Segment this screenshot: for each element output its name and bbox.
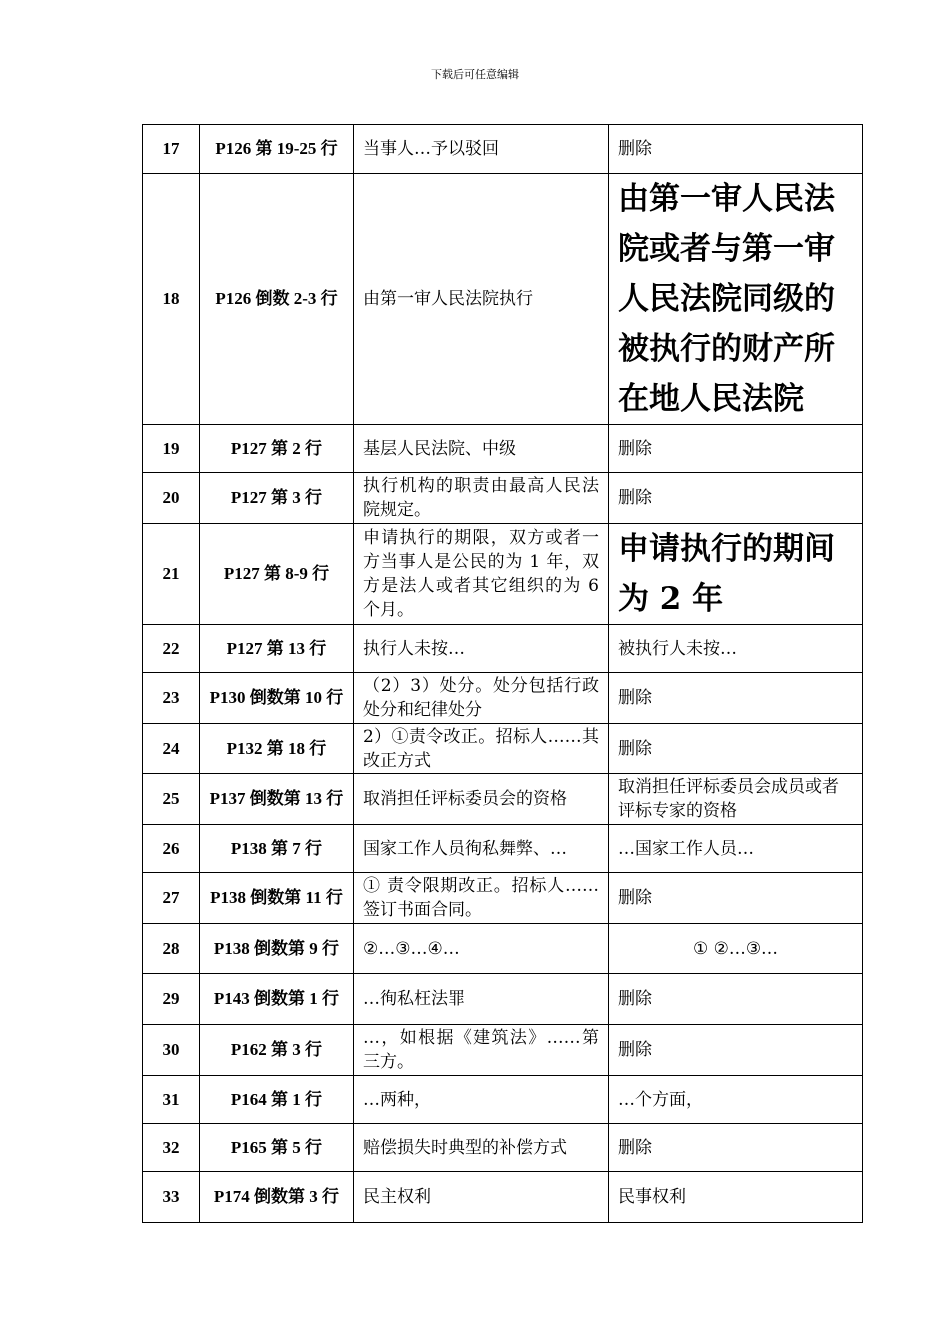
row-location: P127 第 8-9 行 [200,524,354,625]
row-original-text: 基层人民法院、中级 [354,425,609,473]
row-correction: 删除 [609,425,863,473]
row-original-text: …徇私枉法罪 [354,974,609,1025]
row-location: P130 倒数第 10 行 [200,673,354,724]
row-correction: ① ②…③… [609,924,863,974]
table-row [143,473,863,524]
row-number: 31 [143,1076,200,1124]
table-row [143,1076,863,1124]
table-row [143,174,863,425]
row-original-text: 民主权利 [354,1172,609,1223]
row-number: 18 [143,174,200,425]
table-row [143,125,863,174]
row-correction: 删除 [609,974,863,1025]
row-location: P165 第 5 行 [200,1124,354,1172]
row-correction: 删除 [609,473,863,524]
row-number: 26 [143,825,200,873]
table-row [143,673,863,724]
page-header: 下载后可任意编辑 [431,68,519,81]
row-location: P138 第 7 行 [200,825,354,873]
row-location: P138 倒数第 9 行 [200,924,354,974]
row-number: 23 [143,673,200,724]
table-row [143,425,863,473]
table-row [143,724,863,774]
row-number: 24 [143,724,200,774]
table-row [143,1172,863,1223]
row-location: P127 第 13 行 [200,625,354,673]
row-location: P143 倒数第 1 行 [200,974,354,1025]
row-number: 20 [143,473,200,524]
row-original-text: ① 责令限期改正。招标人……签订书面合同。 [354,873,609,924]
row-correction: 删除 [609,125,863,174]
errata-table [142,124,863,1223]
row-number: 33 [143,1172,200,1223]
row-original-text: 2）①责令改正。招标人……其改正方式 [354,724,609,774]
table-row [143,625,863,673]
row-number: 30 [143,1025,200,1076]
table-row [143,825,863,873]
row-correction: 删除 [609,1124,863,1172]
row-correction: 删除 [609,873,863,924]
row-number: 22 [143,625,200,673]
row-correction: 民事权利 [609,1172,863,1223]
row-original-text: 执行机构的职责由最高人民法院规定。 [354,473,609,524]
table-row [143,873,863,924]
table-row [143,974,863,1025]
row-location: P126 第 19-25 行 [200,125,354,174]
row-number: 17 [143,125,200,174]
row-location: P137 倒数第 13 行 [200,774,354,825]
row-location: P127 第 3 行 [200,473,354,524]
row-original-text: …两种， [354,1076,609,1124]
row-location: P138 倒数第 11 行 [200,873,354,924]
row-correction: …个方面， [609,1076,863,1124]
table-row [143,524,863,625]
errata-table-body [143,125,863,1223]
row-number: 25 [143,774,200,825]
row-original-text: 由第一审人民法院执行 [354,174,609,425]
table-row [143,1025,863,1076]
table-row [143,924,863,974]
row-original-text: 赔偿损失时典型的补偿方式 [354,1124,609,1172]
row-original-text: （2）3）处分。处分包括行政处分和纪律处分 [354,673,609,724]
row-location: P174 倒数第 3 行 [200,1172,354,1223]
row-original-text: 取消担任评标委员会的资格 [354,774,609,825]
row-correction: 删除 [609,673,863,724]
row-location: P126 倒数 2-3 行 [200,174,354,425]
row-correction: 申请执行的期间为 2 年 [609,524,863,625]
row-number: 28 [143,924,200,974]
row-number: 27 [143,873,200,924]
row-location: P127 第 2 行 [200,425,354,473]
row-original-text: 当事人…予以驳回 [354,125,609,174]
row-number: 19 [143,425,200,473]
row-correction: 删除 [609,1025,863,1076]
row-number: 21 [143,524,200,625]
row-location: P164 第 1 行 [200,1076,354,1124]
row-correction: 取消担任评标委员会成员或者评标专家的资格 [609,774,863,825]
row-correction: …国家工作人员… [609,825,863,873]
row-original-text: 国家工作人员徇私舞弊、… [354,825,609,873]
row-correction: 由第一审人民法院或者与第一审人民法院同级的被执行的财产所在地人民法院 [609,174,863,425]
row-original-text: 申请执行的期限，双方或者一方当事人是公民的为 1 年，双方是法人或者其它组织的为 6 个月。 [354,524,609,625]
row-location: P162 第 3 行 [200,1025,354,1076]
row-original-text: ②…③…④… [354,924,609,974]
row-number: 32 [143,1124,200,1172]
table-row [143,774,863,825]
row-correction: 被执行人未按… [609,625,863,673]
row-correction: 删除 [609,724,863,774]
row-original-text: …，如根据《建筑法》……第三方。 [354,1025,609,1076]
row-number: 29 [143,974,200,1025]
table-row [143,1124,863,1172]
row-location: P132 第 18 行 [200,724,354,774]
row-original-text: 执行人未按… [354,625,609,673]
